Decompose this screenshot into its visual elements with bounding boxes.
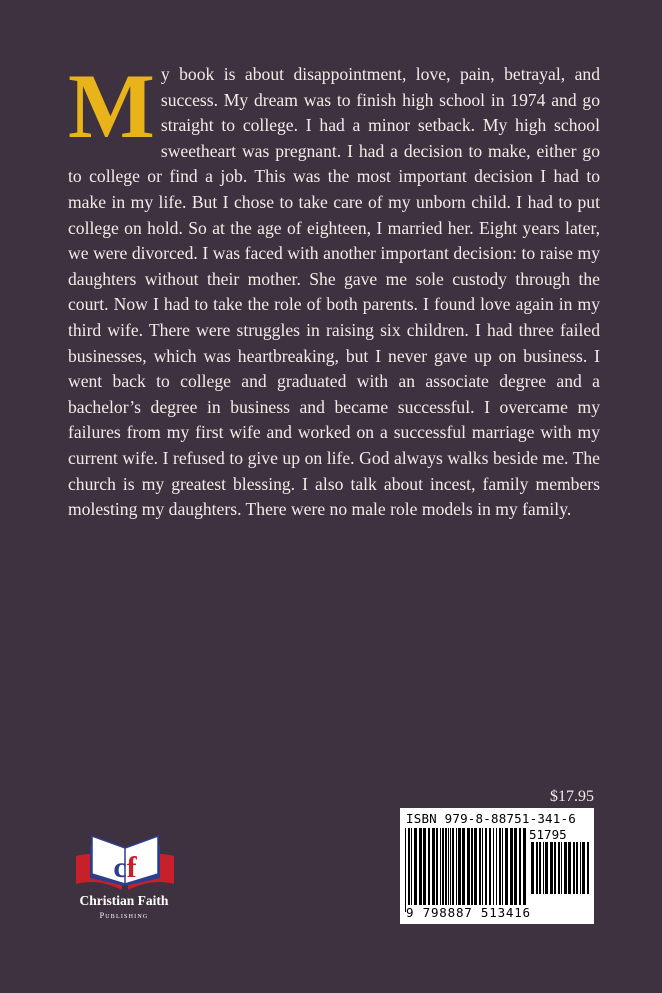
barcode-bar [568,842,571,894]
barcode-bar [450,828,451,906]
barcode-bar [543,842,544,894]
barcode-bar [587,842,589,894]
barcode-bar [531,842,534,894]
barcode-bar [479,828,481,906]
barcode-bar [405,828,406,912]
barcode-bar [485,828,487,906]
barcode-bar [471,828,473,906]
barcode-bar [536,842,538,894]
barcode-bar [505,828,508,906]
barcode-bar [456,828,457,906]
barcode-bar [493,828,494,906]
barcode-bar [499,828,501,906]
barcode-bar [489,828,491,906]
barcode-bar [428,828,430,906]
barcode-bar [514,828,517,906]
isbn-barcode [400,808,594,924]
logo-letters: cf [113,851,137,884]
barcode-bar [496,828,497,906]
barcode-bar [474,828,477,906]
barcode-bar [545,842,548,894]
barcode-bar [582,842,585,894]
barcode-bar [436,828,438,906]
addon-barcode-bars [531,842,589,900]
barcode-bar [462,828,465,906]
price-label: $17.95 [550,788,594,805]
barcode-bar [440,828,441,906]
barcode-bar [561,842,562,894]
barcode-bar [519,828,521,906]
barcode-bar [550,842,553,894]
barcode-bar [423,828,426,906]
price-addon-label: 51795 [529,827,567,842]
publisher-subtitle: Publishing [99,911,149,920]
barcode-bar [445,828,447,906]
barcode-bar [564,842,567,894]
barcode-bar [573,842,575,894]
ean-barcode-bars [405,828,527,912]
isbn-label: ISBN 979-8-88751-341-6 [406,811,576,826]
barcode-bar [554,842,556,894]
barcode-bar [458,828,461,906]
barcode-bar [510,828,513,906]
barcode-bar [432,828,435,906]
barcode-bar [408,828,410,906]
barcode-bar [442,828,444,906]
back-cover-blurb [68,55,600,523]
blurb-text: y book is about disappointment, love, pain, betrayal, and success. My dream was to finish high school in 1974 and go straight to college. I had a minor setback. My high school sweetheart was pregnant. I had a decision to make, either go to college or find a job. This was the most important decision I had to make in my life. But I chose to take care of my unborn child. I had to put college on hold. So at the age of eighteen, I married her. Eight years later, we were divorced. I was faced with another important decision: to raise my daughters without their mother. She gave me sole custody through the court. Now I had to take the role of both parents. I found love again in my third wife. There were struggles in raising six children. I had three failed businesses, which was heartbreaking, but I never gave up on business. I went back to college and graduated with an associate degree and a bachelor’s degree in business and became successful. I overcame my failures from my first wife and worked on a successful marriage with my current wife. I refused to give up on life. God always walks beside me. The church is my greatest blessing. I also talk about incest, family members molesting my daughters. There were no male role models in my family. [68,64,600,520]
barcode-bar [502,828,503,912]
barcode-bar [452,828,454,912]
barcode-bar [558,842,560,894]
barcode-bar [467,828,470,906]
drop-cap: M [68,55,155,157]
barcode-bar [576,842,578,894]
barcode-bar [414,828,417,906]
publisher-name: Christian Faith [79,893,169,908]
barcode-bar [523,828,526,906]
barcode-bar [419,828,422,906]
barcode-bar [580,842,581,894]
ean-digits: 9 798887 513416 [406,905,531,920]
barcode-bar [448,828,449,906]
barcode-bar [482,828,483,906]
barcode-bar [539,842,541,894]
barcode-bar [411,828,412,906]
